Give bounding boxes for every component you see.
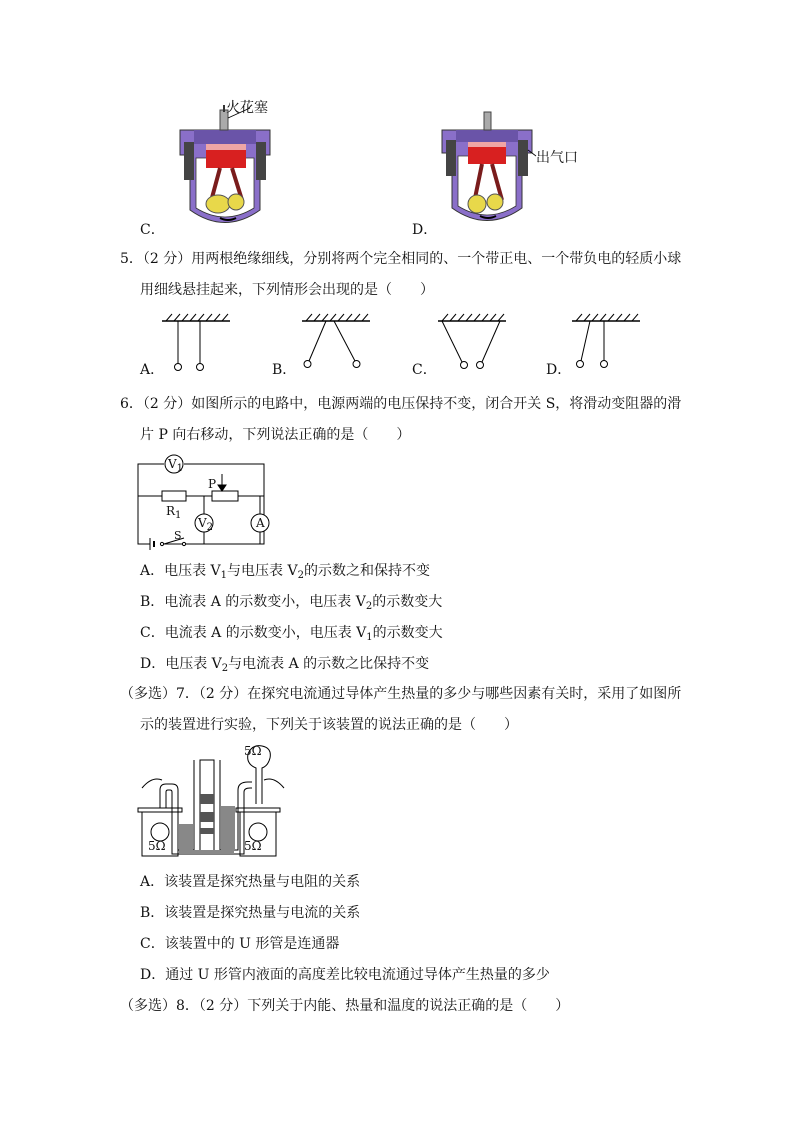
q6-stem-line1: 6．（2 分）如图所示的电路中，电源两端的电压保持不变，闭合开关 S，将滑动变阻器的滑 xyxy=(120,396,682,412)
q7-option-a: A．该装置是探究热量与电阻的关系 xyxy=(140,874,361,890)
left-resistor-label: 5Ω xyxy=(148,839,166,853)
q5-option-c: C． xyxy=(412,362,437,378)
slider-p-label: P xyxy=(208,477,217,491)
q6-circuit-diagram xyxy=(136,452,276,552)
q5-figure-d xyxy=(570,313,642,377)
ammeter-label: A xyxy=(256,516,265,530)
q7-option-b: B．该装置是探究热量与电流的关系 xyxy=(140,905,361,921)
v1-meter-label: $V_1$ xyxy=(168,457,184,474)
engine-figure-c xyxy=(150,100,290,230)
q5-option-a: A． xyxy=(140,362,165,378)
exhaust-port-label: 出气口 xyxy=(536,150,578,166)
q6-option-b: B．电流表 A 的示数变小，电压表 $V_2$的示数变大 xyxy=(140,594,443,612)
right-resistor-label: 5Ω xyxy=(244,839,262,853)
q5-stem-line1: 5．（2 分）用两根绝缘细线，分别将两个完全相同的、一个带正电、一个带负电的轻质小球 xyxy=(120,251,682,267)
q7-stem-line1: （多选）7．（2 分）在探究电流通过导体产生热量的多少与哪些因素有关时，采用了如图所 xyxy=(120,686,682,702)
q5-option-b: B． xyxy=(272,362,297,378)
q5-figure-c xyxy=(436,313,508,377)
q7-option-c: C．该装置中的 U 形管是连通器 xyxy=(140,936,340,952)
spark-plug-label: 火花塞 xyxy=(226,100,268,116)
q5-figure-b xyxy=(300,313,372,377)
option-c-engine-label: C． xyxy=(140,222,165,238)
engine-figure-d xyxy=(432,108,542,233)
q6-stem-line2: 片 P 向右移动，下列说法正确的是（ ） xyxy=(140,427,411,443)
option-d-engine-label: D． xyxy=(412,222,438,238)
switch-s-label: S xyxy=(174,529,182,542)
q8-stem-line1: （多选）8．（2 分）下列关于内能、热量和温度的说法正确的是（ ） xyxy=(120,998,570,1014)
v2-meter-label: $V_2$ xyxy=(198,516,214,533)
q6-option-a: A．电压表 $V_1$与电压表 $V_2$的示数之和保持不变 xyxy=(140,563,430,581)
top-resistor-label: 5Ω xyxy=(244,744,262,758)
q7-stem-line2: 示的装置进行实验，下列关于该装置的说法正确的是（ ） xyxy=(140,717,518,733)
q6-option-d: D．电压表 $V_2$与电流表 A 的示数之比保持不变 xyxy=(140,656,430,674)
q5-option-d: D． xyxy=(546,362,572,378)
q7-option-d: D．通过 U 形管内液面的高度差比较电流通过导体产生热量的多少 xyxy=(140,967,550,983)
q5-figure-a xyxy=(160,313,232,377)
resistor-r1-label: $R_1$ xyxy=(166,504,182,521)
q6-option-c: C．电流表 A 的示数变小，电压表 $V_1$的示数变大 xyxy=(140,625,443,643)
q5-stem-line2: 用细线悬挂起来，下列情形会出现的是（ ） xyxy=(140,282,434,298)
